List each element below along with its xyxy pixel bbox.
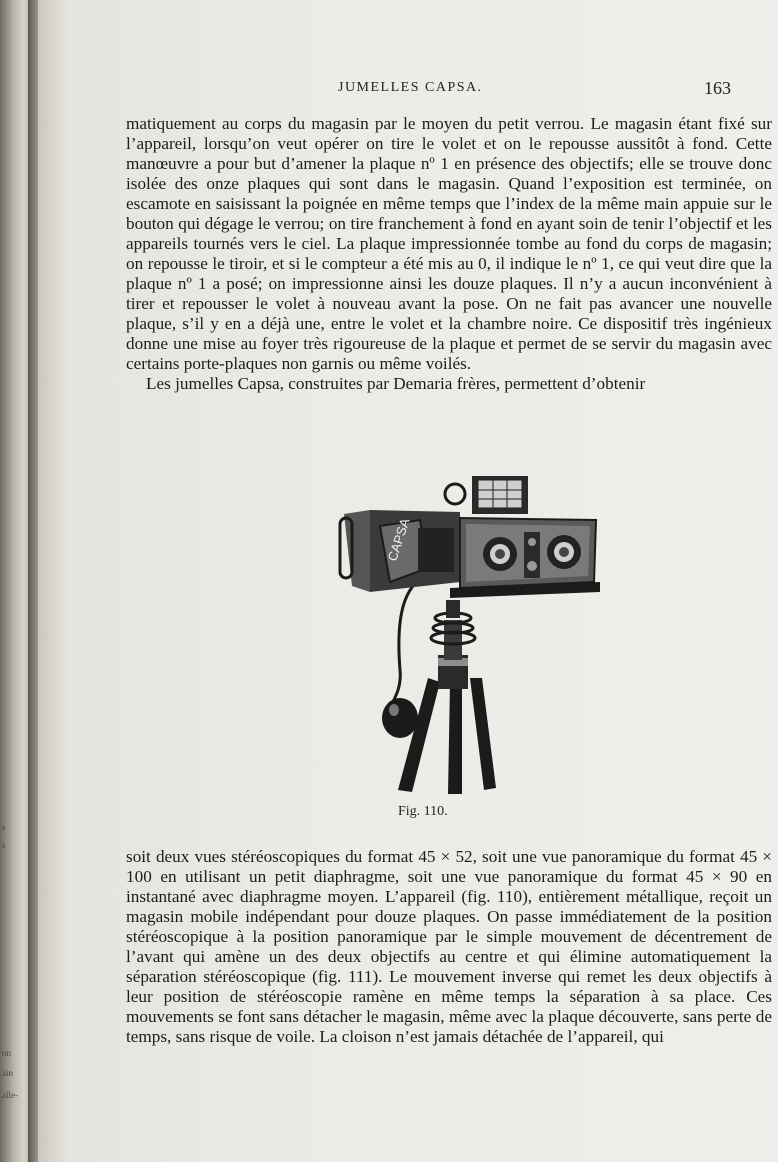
figure-caption: Fig. 110.	[398, 804, 448, 819]
text-block-bottom	[126, 847, 772, 1047]
facing-page-fragment: on	[2, 1048, 11, 1058]
shutter-release-bulb-icon	[382, 570, 450, 738]
tripod-icon	[398, 600, 496, 794]
paragraph: matiquement au corps du magasin par le moyen du petit verrou. Le magasin étant fixé sur l’appareil, lorsqu’on veut opérer on tire le volet et on le repousse aussitôt à fond. Cette manœuvre a pour but d’amener la plaque nº 1 en présence des objectifs; elle se trouve donc isolée des onze plaques qui sont dans le magasin. Quand l’exposition est terminée, on escamote en saisissant la poignée en même temps que l’index de la même main appuie sur le bouton qui dégage le verrou; on tire franchement à fond en ayant soin de tenir l’objectif et les appareils tournés vers le ciel. La plaque impressionnée tombe au fond du corps de magasin; on repousse le tiroir, et si le compteur a été mis au 0, il indique le nº 1, ce qui veut dire que la plaque nº 1 a posé; on impressionne ainsi les douze plaques. Il n’y a aucun inconvénient à tirer et repousser le volet à nouveau avant la pose. On ne fait pas avancer une nouvelle plaque, s’il y en a déjà une, entre le volet et la chambre noire. Ce dispositif très ingénieux donne une mise au foyer très rigoureuse de la plaque et permet de se servir du magasin avec certains porte-plaques non garnis ou même voilés.	[126, 114, 772, 373]
stereo-camera-illustration	[300, 470, 600, 800]
facing-page-fragment: alle-	[2, 1090, 18, 1100]
facing-page-edge	[0, 0, 30, 1162]
text-block-top	[126, 114, 772, 394]
page-number: 163	[704, 78, 731, 98]
camera-brand-label: CAPSA	[384, 516, 413, 563]
facing-page-fragment: s	[2, 840, 6, 850]
facing-page-fragment: s	[2, 822, 6, 832]
facing-page-fragment: ain	[2, 1068, 13, 1078]
camera-body-icon	[340, 476, 600, 598]
paragraph: soit deux vues stéréoscopiques du format 45 × 52, soit une vue panoramique du format 45 × 100 en utilisant un petit diaphragme, soit une vue panoramique du format 45 × 90 en instantané avec diaphragme moyen. L’appareil (fig. 110), entièrement métallique, reçoit un magasin mobile indépendant pour douze plaques. On passe immédiatement de la position stéréoscopique à la position panoramique par le simple mouvement de décentrement de l’avant qui amène un des deux objectifs au centre et qui élimine automatiquement la séparation stéréoscopique (fig. 111). Le mouvement inverse qui remet les deux objectifs à leur position de stéréoscopie ramène en même temps la séparation à sa place. Ces mouvements se font sans détacher le magasin, même avec la plaque découverte, sans perte de temps, sans risque de voile. La cloison n’est jamais détachée de l’appareil, qui	[126, 847, 772, 1046]
paragraph: Les jumelles Capsa, construites par Demaria frères, permettent d’obtenir	[146, 374, 646, 393]
book-page	[38, 0, 778, 1162]
page-header	[38, 76, 778, 98]
figure-camera-illustration	[300, 470, 600, 800]
running-head: JUMELLES CAPSA.	[338, 80, 483, 95]
